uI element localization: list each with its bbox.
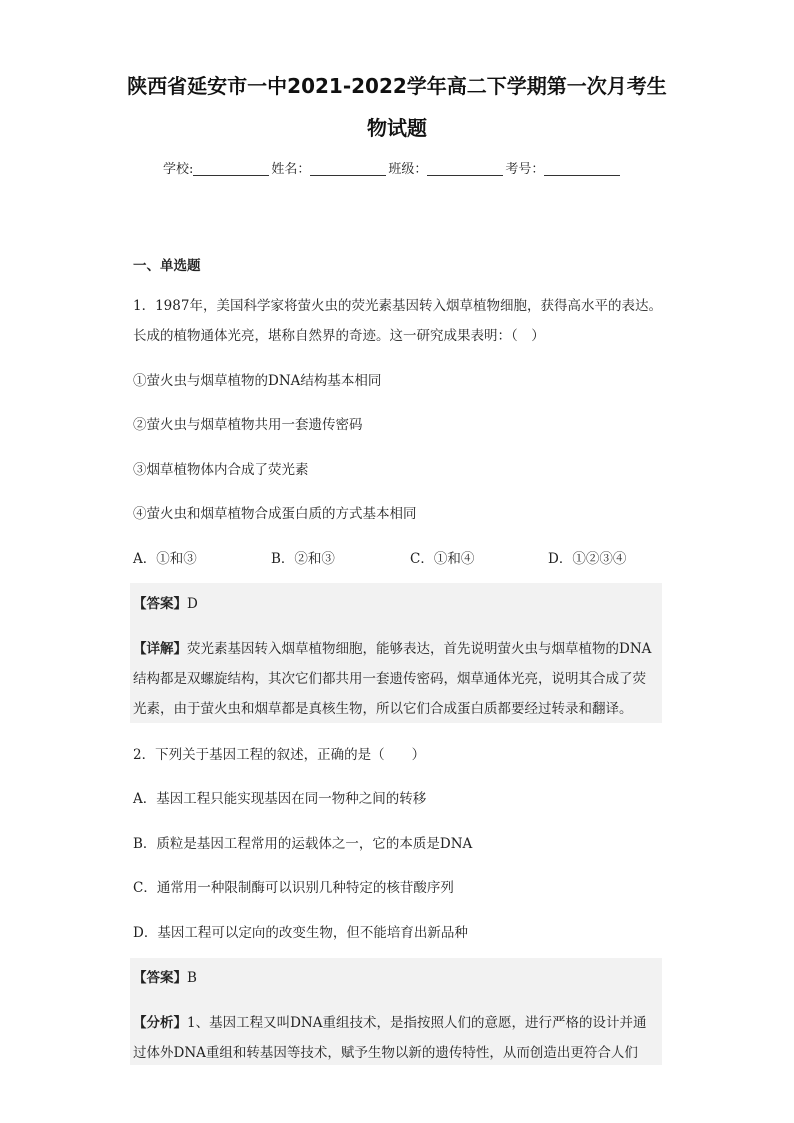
answer-label: 【答案】 [133,970,187,986]
q1-statement-4: ④萤火虫和烟草植物合成蛋白质的方式基本相同 [133,506,417,522]
number-blank[interactable] [544,161,620,176]
q1-option-c: C．①和④ [410,551,475,567]
student-info-line [163,158,622,177]
name-label: 姓名： [271,162,311,177]
school-blank[interactable] [193,161,269,176]
q1-statement-2: ②萤火虫与烟草植物共用一套遗传密码 [133,417,363,433]
page-title-line2: 物试题 [367,116,427,140]
number-label: 考号： [505,162,545,177]
school-label: 学校: [163,162,194,177]
detail-text: 荧光素基因转入烟草植物细胞，能够表达，首先说明萤火虫与烟草植物的DNA [187,641,652,657]
q2-option-a: A．基因工程只能实现基因在同一物种之间的转移 [133,791,427,807]
q1-detail-line2: 结构都是双螺旋结构，其次它们都共用一套遗传密码，烟草通体光亮，说明其合成了荧 [133,671,646,687]
q1-stem-line1: 1．1987年，美国科学家将萤火虫的荧光素基因转入烟草植物细胞，获得高水平的表达。 [133,298,662,314]
q2-option-c: C．通常用一种限制酶可以识别几种特定的核苷酸序列 [133,880,454,896]
q1-statement-1: ①萤火虫与烟草植物的DNA结构基本相同 [133,373,382,389]
analysis-label: 【分析】 [133,1015,187,1031]
page-title-line1: 陕西省延安市一中2021-2022学年高二下学期第一次月考生 [127,74,667,98]
q1-option-a: A．①和③ [133,551,197,567]
q1-stem-line2: 长成的植物通体光亮，堪称自然界的奇迹。这一研究成果表明：（ ） [133,328,545,344]
section-heading: 一、单选题 [133,258,201,274]
answer-label: 【答案】 [133,596,187,612]
q2-analysis-line1 [133,1011,646,1031]
detail-label: 【详解】 [133,641,187,657]
q1-answer [133,592,198,612]
analysis-text: 1、基因工程又叫DNA重组技术，是指按照人们的意愿，进行严格的设计并通 [187,1015,647,1031]
q1-detail-line1 [133,637,651,657]
q1-option-b: B．②和③ [271,551,335,567]
name-blank[interactable] [310,161,386,176]
q2-answer [133,966,197,986]
q1-statement-3: ③烟草植物体内合成了荧光素 [133,462,309,478]
answer-value: B [187,970,197,986]
q2-analysis-line2: 过体外DNA重组和转基因等技术，赋予生物以新的遗传特性，从而创造出更符合人们 [133,1045,638,1061]
q2-stem: 2．下列关于基因工程的叙述，正确的是（ ） [133,747,426,763]
q2-option-d: D．基因工程可以定向的改变生物，但不能培育出新品种 [133,925,468,941]
class-label: 班级： [388,162,428,177]
q2-option-b: B．质粒是基因工程常用的运载体之一，它的本质是DNA [133,836,473,852]
q1-option-d: D．①②③④ [548,551,627,567]
answer-value: D [187,596,198,612]
q1-detail-line3: 光素，由于萤火虫和烟草都是真核生物，所以它们合成蛋白质都要经过转录和翻译。 [133,701,633,717]
class-blank[interactable] [427,161,503,176]
